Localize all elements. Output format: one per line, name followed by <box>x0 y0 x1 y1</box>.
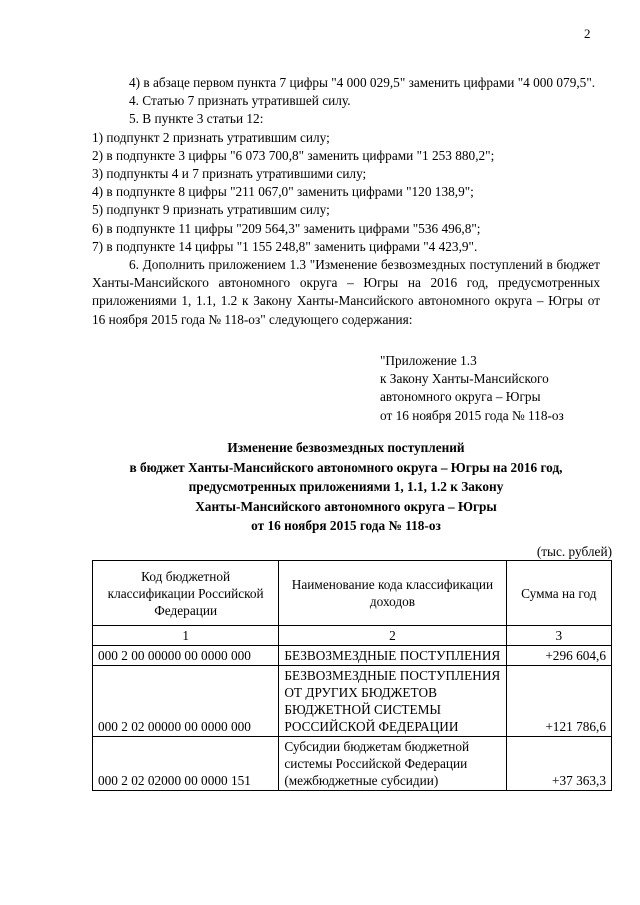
paragraph: 6) в подпункте 11 цифры "209 564,3" заменить цифрами "536 496,8"; <box>92 220 481 236</box>
column-number: 3 <box>506 626 611 646</box>
table-row <box>93 646 612 666</box>
table-header-row <box>93 561 612 626</box>
paragraph: 4) в абзаце первом пункта 7 цифры "4 000 029,5" заменить цифрами "4 000 079,5". <box>129 75 596 90</box>
paragraph: 7) в подпункте 14 цифры "1 155 248,8" заменить цифрами "4 423,9". <box>92 238 478 254</box>
appendix-line: от 16 ноября 2015 года № 118-оз <box>380 407 564 423</box>
header-code: Код бюджетной классификации Российской Федерации <box>93 561 279 626</box>
appendix-line: к Закону Ханты-Мансийского <box>380 371 549 387</box>
table-row <box>93 666 612 737</box>
column-number: 2 <box>279 626 506 646</box>
paragraph: 5. В пункте 3 статьи 12: <box>129 111 264 127</box>
document-title <box>92 438 600 536</box>
row-amount: +37 363,3 <box>506 737 611 791</box>
title-line: от 16 ноября 2015 года № 118-оз <box>251 518 441 533</box>
paragraph: 6. Дополнить приложением 1.3 "Изменение безвозмездных поступлений в бюджет Ханты-Мансийского автономного округа – Югры на 2016 год, предусмотренных приложениями 1, 1.1, 1.2 к Закону Ханты-Мансийского автономного округа – Югры от 16 ноября 2015 года № 118-оз" следующего содержания: <box>92 257 600 327</box>
revenue-table <box>92 560 612 791</box>
appendix-line: "Приложение 1.3 <box>380 353 477 368</box>
appendix-header <box>380 352 564 425</box>
paragraph: 3) подпункты 4 и 7 признать утратившими силу; <box>92 166 367 182</box>
paragraph: 4. Статью 7 признать утратившей силу. <box>129 93 351 109</box>
row-code: 000 2 02 02000 00 0000 151 <box>93 737 279 791</box>
row-amount: +121 786,6 <box>506 666 611 737</box>
column-number: 1 <box>93 626 279 646</box>
row-code: 000 2 00 00000 00 0000 000 <box>93 646 279 666</box>
title-line: в бюджет Ханты-Мансийского автономного округа – Югры на 2016 год, <box>129 459 563 475</box>
paragraph: 2) в подпункте 3 цифры "6 073 700,8" заменить цифрами "1 253 880,2"; <box>92 147 495 163</box>
page-number: 2 <box>584 26 591 41</box>
title-line: Изменение безвозмездных поступлений <box>227 440 465 455</box>
amendment-text <box>92 74 600 329</box>
column-number-row <box>93 626 612 646</box>
row-name: БЕЗВОЗМЕЗДНЫЕ ПОСТУПЛЕНИЯ ОТ ДРУГИХ БЮДЖЕТОВ БЮДЖЕТНОЙ СИСТЕМЫ РОССИЙСКОЙ ФЕДЕРАЦИИ <box>279 666 506 737</box>
title-line: Ханты-Мансийского автономного округа – Югры <box>195 498 497 514</box>
row-amount: +296 604,6 <box>506 646 611 666</box>
appendix-line: автономного округа – Югры <box>380 389 541 405</box>
title-line: предусмотренных приложениями 1, 1.1, 1.2 к Закону <box>188 479 504 494</box>
paragraph: 5) подпункт 9 признать утратившим силу; <box>92 202 330 218</box>
header-name: Наименование кода классификации доходов <box>279 561 506 626</box>
paragraph: 4) в подпункте 8 цифры "211 067,0" заменить цифрами "120 138,9"; <box>92 184 474 200</box>
table-row <box>93 737 612 791</box>
units-label: (тыс. рублей) <box>536 544 612 559</box>
row-code: 000 2 02 00000 00 0000 000 <box>93 666 279 737</box>
row-name: БЕЗВОЗМЕЗДНЫЕ ПОСТУПЛЕНИЯ <box>279 646 506 666</box>
paragraph: 1) подпункт 2 признать утратившим силу; <box>92 129 330 145</box>
header-amount: Сумма на год <box>506 561 611 626</box>
row-name: Субсидии бюджетам бюджетной системы Российской Федерации (межбюджетные субсидии) <box>279 737 506 791</box>
